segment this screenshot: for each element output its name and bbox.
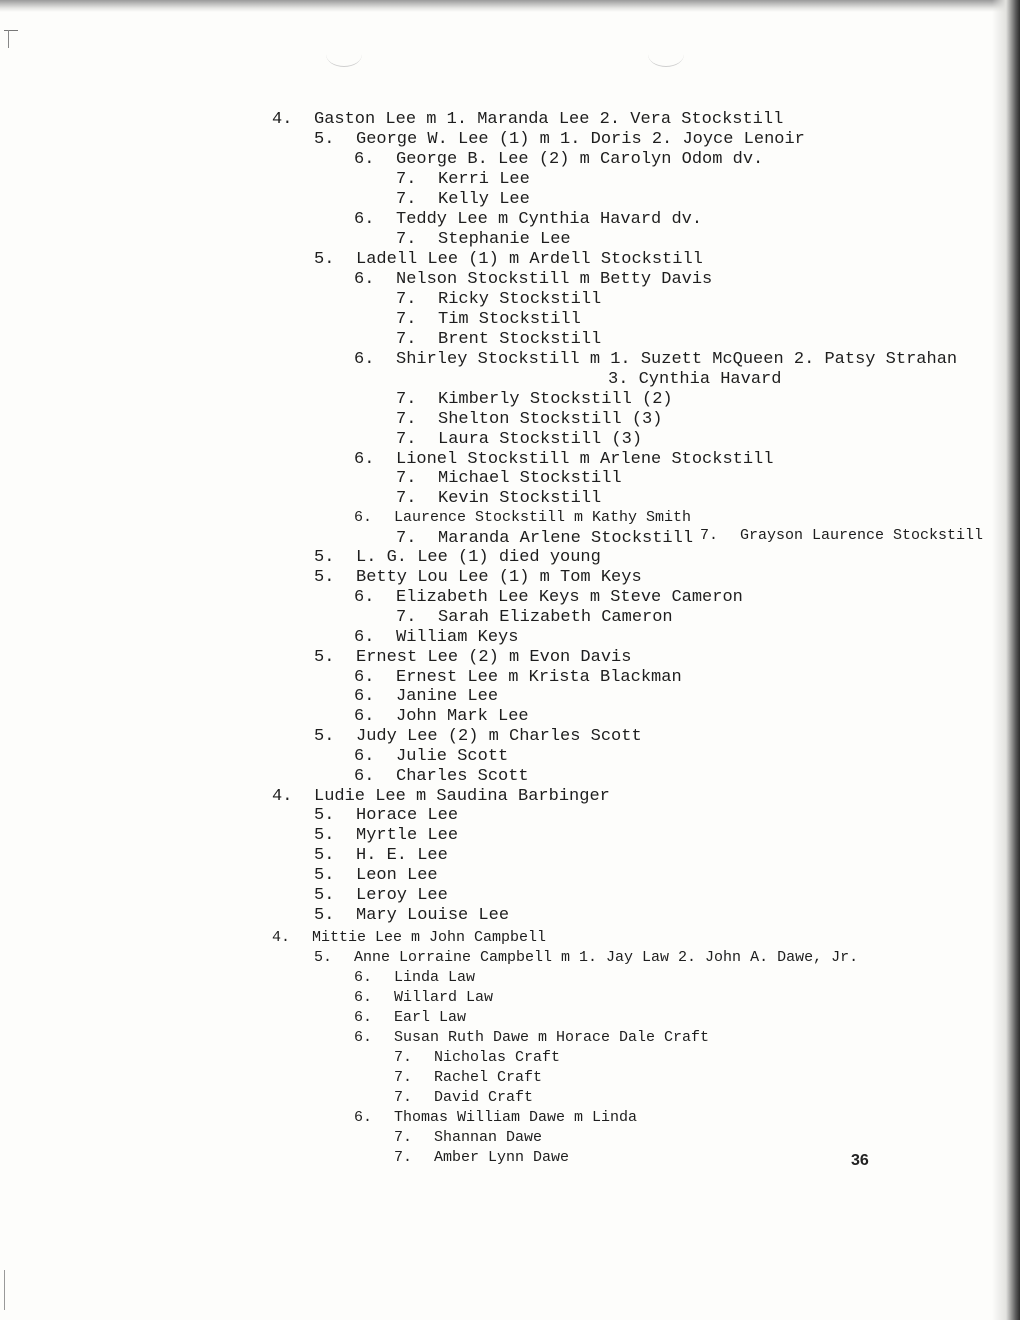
genealogy-entry xyxy=(396,410,662,430)
generation-number: 7. xyxy=(396,410,417,429)
genealogy-entry xyxy=(396,390,673,410)
generation-number: 6. xyxy=(354,767,375,786)
entry-text: Charles Scott xyxy=(396,767,529,786)
generation-number: 5. xyxy=(314,886,335,905)
entry-text: Nicholas Craft xyxy=(434,1049,561,1066)
scan-corner-mark xyxy=(4,30,18,31)
genealogy-entry xyxy=(396,430,642,450)
entry-text: Rachel Craft xyxy=(434,1069,543,1086)
entry-text: Elizabeth Lee Keys m Steve Cameron xyxy=(396,588,743,607)
genealogy-entry xyxy=(314,130,805,150)
generation-number: 5. xyxy=(314,846,335,865)
genealogy-entry xyxy=(354,508,691,528)
generation-number: 6. xyxy=(354,150,375,169)
entry-text: Betty Lou Lee (1) m Tom Keys xyxy=(356,568,642,587)
genealogy-entry xyxy=(396,290,601,310)
entry-text: John Mark Lee xyxy=(396,707,529,726)
entry-text: Brent Stockstill xyxy=(438,330,602,349)
entry-text: Kelly Lee xyxy=(438,190,530,209)
entry-text: Maranda Arlene Stockstill xyxy=(438,529,694,548)
entry-text: Stephanie Lee xyxy=(438,230,571,249)
generation-number: 5. xyxy=(314,806,335,825)
entry-text: Kimberly Stockstill (2) xyxy=(438,390,673,409)
generation-number: 7. xyxy=(396,489,417,508)
genealogy-entry xyxy=(396,489,601,509)
entry-text: George B. Lee (2) m Carolyn Odom dv. xyxy=(396,150,764,169)
generation-number: 7. xyxy=(396,430,417,449)
generation-number: 7. xyxy=(396,170,417,189)
genealogy-entry xyxy=(394,1068,542,1088)
genealogy-entry xyxy=(354,988,493,1008)
entry-text: Horace Lee xyxy=(356,806,459,825)
generation-number: 6. xyxy=(354,350,375,369)
genealogy-entry xyxy=(394,1148,569,1168)
genealogy-entry xyxy=(396,170,530,190)
entry-text: Kerri Lee xyxy=(438,170,530,189)
punch-hole-mark xyxy=(326,42,362,67)
entry-text: Shelton Stockstill (3) xyxy=(438,410,663,429)
genealogy-entry xyxy=(394,1088,533,1108)
generation-number: 5. xyxy=(314,648,335,667)
entry-text: Anne Lorraine Campbell m 1. Jay Law 2. John A. Dawe, Jr. xyxy=(354,949,859,966)
entry-text: Mittie Lee m John Campbell xyxy=(312,929,547,946)
generation-number: 7. xyxy=(394,1049,413,1066)
entry-text: Sarah Elizabeth Cameron xyxy=(438,608,673,627)
genealogy-entry xyxy=(396,529,693,549)
generation-number: 5. xyxy=(314,727,335,746)
genealogy-entry xyxy=(354,968,475,988)
generation-number: 6. xyxy=(354,1029,373,1046)
genealogy-entry xyxy=(354,668,682,688)
generation-number: 6. xyxy=(354,210,375,229)
genealogy-entry xyxy=(314,727,642,747)
generation-number: 7. xyxy=(700,527,719,544)
generation-number: 5. xyxy=(314,130,335,149)
generation-number: 6. xyxy=(354,1009,373,1026)
generation-number: 4. xyxy=(272,110,293,129)
entry-text: H. E. Lee xyxy=(356,846,448,865)
genealogy-entry xyxy=(314,846,448,866)
generation-number: 7. xyxy=(394,1089,413,1106)
generation-number: 7. xyxy=(396,290,417,309)
entry-text: Amber Lynn Dawe xyxy=(434,1149,570,1166)
entry-text: Leroy Lee xyxy=(356,886,448,905)
entry-text: Myrtle Lee xyxy=(356,826,459,845)
generation-number: 6. xyxy=(354,969,373,986)
generation-number: 6. xyxy=(354,509,373,526)
generation-number: 7. xyxy=(396,469,417,488)
genealogy-entry xyxy=(314,948,858,968)
generation-number: 5. xyxy=(314,866,335,885)
entry-text: Gaston Lee m 1. Maranda Lee 2. Vera Stockstill xyxy=(314,110,784,129)
generation-number: 5. xyxy=(314,826,335,845)
genealogy-entry xyxy=(396,469,622,489)
generation-number: 7. xyxy=(394,1149,413,1166)
generation-number: 6. xyxy=(354,270,375,289)
entry-text: Shannan Dawe xyxy=(434,1129,543,1146)
genealogy-entry xyxy=(314,806,458,826)
generation-number: 4. xyxy=(272,929,291,946)
scan-right-edge xyxy=(992,0,1020,1320)
entry-text: Lionel Stockstill m Arlene Stockstill xyxy=(396,450,774,469)
genealogy-entry xyxy=(396,608,673,628)
genealogy-entry xyxy=(396,310,581,330)
entry-text: Mary Louise Lee xyxy=(356,906,510,925)
entry-text: Julie Scott xyxy=(396,747,509,766)
entry-text: Thomas William Dawe m Linda xyxy=(394,1109,638,1126)
genealogy-entry xyxy=(354,1008,466,1028)
entry-text: Shirley Stockstill m 1. Suzett McQueen 2. Patsy Strahan xyxy=(396,350,958,369)
genealogy-entry xyxy=(354,707,529,727)
generation-number: 5. xyxy=(314,906,335,925)
generation-number: 5. xyxy=(314,548,335,567)
generation-number: 5. xyxy=(314,949,333,966)
genealogy-entry xyxy=(608,370,781,390)
entry-text: Leon Lee xyxy=(356,866,438,885)
genealogy-entry xyxy=(354,450,773,470)
entry-text: Nelson Stockstill m Betty Davis xyxy=(396,270,713,289)
genealogy-entry xyxy=(272,787,610,807)
entry-text: Tim Stockstill xyxy=(438,310,581,329)
genealogy-entry xyxy=(354,1108,637,1128)
genealogy-entry xyxy=(314,866,438,886)
generation-number: 7. xyxy=(396,190,417,209)
genealogy-entry xyxy=(354,270,712,290)
entry-text: Willard Law xyxy=(394,989,494,1006)
generation-number: 7. xyxy=(396,230,417,249)
generation-number: 7. xyxy=(394,1129,413,1146)
genealogy-entry xyxy=(314,886,448,906)
entry-text: Laura Stockstill (3) xyxy=(438,430,643,449)
generation-number: 7. xyxy=(396,608,417,627)
generation-number: 6. xyxy=(354,1109,373,1126)
genealogy-entry xyxy=(314,568,642,588)
entry-text: Judy Lee (2) m Charles Scott xyxy=(356,727,642,746)
entry-text: Susan Ruth Dawe m Horace Dale Craft xyxy=(394,1029,710,1046)
generation-number: 4. xyxy=(272,787,293,806)
entry-text: Ladell Lee (1) m Ardell Stockstill xyxy=(356,250,703,269)
entry-text: Janine Lee xyxy=(396,687,499,706)
generation-number: 6. xyxy=(354,989,373,1006)
scan-top-edge xyxy=(0,0,1020,12)
scan-edge-mark xyxy=(4,1270,5,1310)
genealogy-entry xyxy=(394,1128,542,1148)
generation-number: 5. xyxy=(314,568,335,587)
generation-number: 7. xyxy=(396,310,417,329)
page-number: 36 xyxy=(851,1152,869,1169)
entry-text: David Craft xyxy=(434,1089,534,1106)
entry-text: Kevin Stockstill xyxy=(438,489,602,508)
genealogy-entry xyxy=(354,210,702,230)
entry-text: Earl Law xyxy=(394,1009,467,1026)
genealogy-entry xyxy=(314,648,631,668)
entry-text: Ricky Stockstill xyxy=(438,290,602,309)
punch-hole-mark xyxy=(648,42,684,67)
genealogy-entry xyxy=(272,110,783,130)
genealogy-entry xyxy=(396,190,530,210)
genealogy-entry xyxy=(354,588,743,608)
scan-corner-mark xyxy=(8,30,9,48)
generation-number: 7. xyxy=(394,1069,413,1086)
generation-number: 7. xyxy=(396,330,417,349)
entry-text: Ernest Lee m Krista Blackman xyxy=(396,668,682,687)
entry-text: Ludie Lee m Saudina Barbinger xyxy=(314,787,610,806)
entry-text: Ernest Lee (2) m Evon Davis xyxy=(356,648,632,667)
generation-number: 6. xyxy=(354,747,375,766)
entry-text: Grayson Laurence Stockstill xyxy=(740,527,984,544)
genealogy-entry xyxy=(354,767,529,787)
entry-text: Linda Law xyxy=(394,969,476,986)
generation-number: 6. xyxy=(354,687,375,706)
genealogy-entry xyxy=(394,1048,560,1068)
entry-text: L. G. Lee (1) died young xyxy=(356,548,601,567)
generation-number: 6. xyxy=(354,707,375,726)
genealogy-entry xyxy=(396,230,571,250)
entry-text: George W. Lee (1) m 1. Doris 2. Joyce Lenoir xyxy=(356,130,805,149)
genealogy-entry xyxy=(314,548,601,568)
generation-number: 6. xyxy=(354,628,375,647)
genealogy-entry xyxy=(354,687,498,707)
genealogy-entry xyxy=(272,928,546,948)
generation-number: 6. xyxy=(354,588,375,607)
genealogy-entry xyxy=(700,526,983,546)
genealogy-entry xyxy=(354,747,508,767)
entry-text: Michael Stockstill xyxy=(438,469,622,488)
genealogy-entry xyxy=(314,250,703,270)
entry-text: 3. Cynthia Havard xyxy=(608,370,782,389)
genealogy-entry xyxy=(354,1028,709,1048)
genealogy-entry xyxy=(396,330,601,350)
generation-number: 6. xyxy=(354,668,375,687)
genealogy-entry xyxy=(354,628,518,648)
generation-number: 7. xyxy=(396,529,417,548)
genealogy-entry xyxy=(314,826,458,846)
genealogy-entry xyxy=(354,150,763,170)
genealogy-entry xyxy=(314,906,509,926)
entry-text: Teddy Lee m Cynthia Havard dv. xyxy=(396,210,703,229)
genealogy-entry xyxy=(354,350,957,370)
entry-text: William Keys xyxy=(396,628,519,647)
entry-text: Laurence Stockstill m Kathy Smith xyxy=(394,509,692,526)
generation-number: 7. xyxy=(396,390,417,409)
generation-number: 6. xyxy=(354,450,375,469)
generation-number: 5. xyxy=(314,250,335,269)
